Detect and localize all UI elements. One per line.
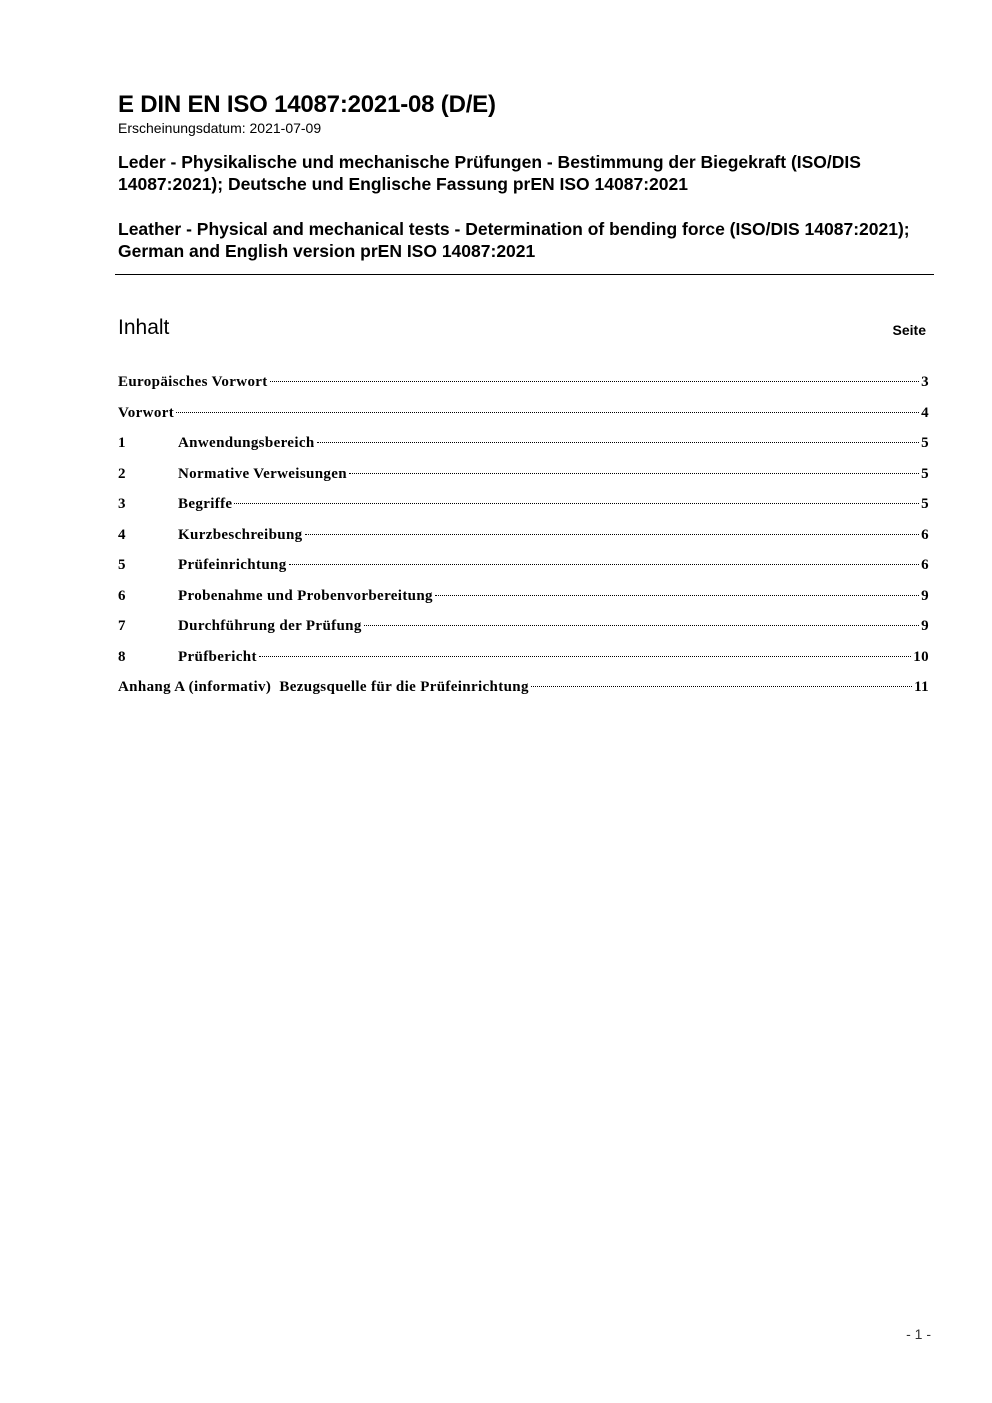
toc-entry-text: Prüfeinrichtung — [178, 557, 287, 573]
toc-heading — [118, 314, 926, 344]
page-number: - 1 - — [906, 1326, 931, 1342]
title-english: Leather - Physical and mechanical tests - Determination of bending force (ISO/DIS 14087:2021); German and English version prEN ISO 14087:2021 — [118, 219, 910, 261]
toc-entry-number: 1 — [118, 435, 126, 451]
toc-entry-page: 3 — [921, 374, 929, 390]
toc-dot-leader — [531, 686, 912, 687]
toc-entry-text: Durchführung der Prüfung — [178, 618, 362, 634]
toc-entry-text: Normative Verweisungen — [178, 465, 347, 482]
toc-dot-leader — [349, 473, 919, 474]
toc-entry-number: 3 — [118, 496, 126, 512]
toc-entry-number: 6 — [118, 587, 126, 604]
toc-entry-number: 7 — [118, 618, 126, 634]
toc-entry-text: Anhang A (informativ) Bezugsquelle für die Prüfeinrichtung — [118, 679, 529, 695]
toc-entry-vorwort[interactable] — [118, 401, 929, 432]
table-of-contents — [118, 370, 929, 706]
document-header — [118, 91, 933, 262]
toc-entry-number: 8 — [118, 648, 126, 665]
toc-entry-page: 5 — [921, 435, 929, 451]
toc-page-label: Seite — [892, 322, 926, 338]
toc-entry-page: 5 — [921, 465, 929, 482]
toc-entry-pruefbericht[interactable] — [118, 645, 929, 676]
toc-entry-number: 5 — [118, 557, 126, 573]
toc-entry-normative-verweisungen[interactable] — [118, 462, 929, 493]
header-divider — [115, 274, 934, 275]
toc-title: Inhalt — [118, 316, 170, 339]
toc-dot-leader — [234, 503, 919, 504]
toc-entry-kurzbeschreibung[interactable] — [118, 523, 929, 554]
toc-entry-page: 6 — [921, 526, 929, 543]
toc-entry-page: 9 — [921, 587, 929, 604]
toc-dot-leader — [435, 595, 919, 596]
toc-entry-page: 6 — [921, 557, 929, 573]
toc-entry-page: 11 — [914, 679, 929, 695]
toc-entry-page: 10 — [913, 648, 929, 665]
toc-entry-text: Europäisches Vorwort — [118, 374, 268, 390]
toc-entry-page: 5 — [921, 496, 929, 512]
toc-entry-text: Anwendungsbereich — [178, 435, 315, 451]
toc-entry-page: 4 — [921, 404, 929, 421]
title-german: Leder - Physikalische und mechanische Prüfungen - Bestimmung der Biegekraft (ISO/DIS 14087:2021); Deutsche und Englische Fassung prEN ISO 14087:2021 — [118, 152, 861, 194]
toc-entry-number: 4 — [118, 526, 126, 543]
toc-entry-text: Probenahme und Probenvorbereitung — [178, 587, 433, 604]
toc-entry-europaeisches-vorwort[interactable] — [118, 370, 929, 401]
toc-entry-pruefeinrichtung[interactable] — [118, 553, 929, 584]
toc-entry-number: 2 — [118, 465, 126, 482]
toc-dot-leader — [176, 412, 919, 413]
toc-dot-leader — [270, 381, 919, 382]
toc-dot-leader — [305, 534, 920, 535]
toc-dot-leader — [364, 625, 919, 626]
toc-dot-leader — [259, 656, 911, 657]
toc-entry-text: Vorwort — [118, 404, 175, 421]
toc-entry-text: Prüfbericht — [178, 648, 257, 665]
toc-entry-begriffe[interactable] — [118, 492, 929, 523]
toc-dot-leader — [317, 442, 920, 443]
toc-entry-text: Kurzbeschreibung — [178, 526, 303, 543]
toc-entry-anwendungsbereich[interactable] — [118, 431, 929, 462]
toc-entry-text: Begriffe — [178, 496, 233, 512]
toc-entry-durchfuehrung[interactable] — [118, 614, 929, 645]
toc-entry-anhang-a[interactable] — [118, 675, 929, 706]
toc-entry-probenahme[interactable] — [118, 584, 929, 615]
document-id: E DIN EN ISO 14087:2021-08 (D/E) — [118, 91, 496, 118]
toc-entry-page: 9 — [921, 618, 929, 634]
toc-dot-leader — [289, 564, 920, 565]
publication-date: Erscheinungsdatum: 2021-07-09 — [118, 120, 322, 136]
